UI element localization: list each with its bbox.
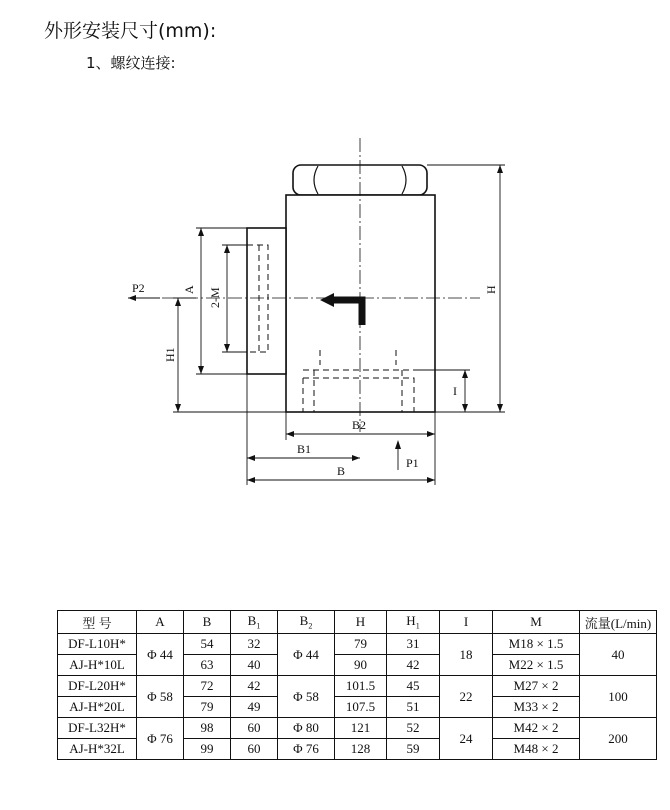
- dimension-table: [57, 610, 657, 760]
- table-cell: Φ 76: [137, 718, 184, 760]
- col-a: A: [137, 611, 184, 634]
- col-b1: $B_1$: [231, 611, 278, 634]
- table-cell: M48 × 2: [493, 739, 580, 760]
- label-h: H: [484, 285, 498, 294]
- table-cell: 100: [580, 676, 657, 718]
- table-cell: M27 × 2: [493, 676, 580, 697]
- table-cell: 54: [184, 634, 231, 655]
- table-cell: 60: [231, 739, 278, 760]
- col-h: H: [335, 611, 387, 634]
- col-flow: 流量(L/min): [580, 611, 657, 634]
- table-cell: 42: [231, 676, 278, 697]
- label-a: A: [182, 285, 196, 294]
- table-cell: 18: [440, 634, 493, 676]
- col-m: M: [493, 611, 580, 634]
- table-cell: 99: [184, 739, 231, 760]
- table-cell: 121: [335, 718, 387, 739]
- table-cell: Φ 58: [137, 676, 184, 718]
- table-cell: 49: [231, 697, 278, 718]
- table-cell: M42 × 2: [493, 718, 580, 739]
- label-i: I: [453, 384, 457, 398]
- table-cell: Φ 80: [278, 718, 335, 739]
- col-i: I: [440, 611, 493, 634]
- table-cell: 101.5: [335, 676, 387, 697]
- table-cell: 51: [387, 697, 440, 718]
- table-cell: 40: [231, 655, 278, 676]
- table-cell: 63: [184, 655, 231, 676]
- table-row: [58, 718, 657, 739]
- table-cell: 45: [387, 676, 440, 697]
- col-h1: $H_1$: [387, 611, 440, 634]
- table-cell: 31: [387, 634, 440, 655]
- table-cell: M18 × 1.5: [493, 634, 580, 655]
- table-cell: 107.5: [335, 697, 387, 718]
- label-b2: B2: [352, 418, 367, 432]
- label-p1: P1: [406, 456, 419, 470]
- table-cell: 90: [335, 655, 387, 676]
- col-b2: $B_2$: [278, 611, 335, 634]
- table-cell: 52: [387, 718, 440, 739]
- label-b: B: [337, 464, 346, 478]
- table-cell: 79: [184, 697, 231, 718]
- table-cell: 59: [387, 739, 440, 760]
- table-header-row: [58, 611, 657, 634]
- label-b1: B1: [297, 442, 312, 456]
- section-heading: 1、螺纹连接:: [86, 54, 176, 72]
- label-p2: P2: [132, 281, 145, 295]
- table-cell: DF-L20H*: [58, 676, 137, 697]
- col-model: 型 号: [58, 611, 137, 634]
- table-cell: 42: [387, 655, 440, 676]
- table-cell: AJ-H*20L: [58, 697, 137, 718]
- table-cell: 72: [184, 676, 231, 697]
- table-cell: DF-L32H*: [58, 718, 137, 739]
- label-h1: H1: [163, 347, 177, 362]
- table-cell: AJ-H*10L: [58, 655, 137, 676]
- table-cell: 128: [335, 739, 387, 760]
- table-cell: DF-L10H*: [58, 634, 137, 655]
- table-row: [58, 676, 657, 697]
- table-cell: M22 × 1.5: [493, 655, 580, 676]
- table-cell: 60: [231, 718, 278, 739]
- table-cell: AJ-H*32L: [58, 739, 137, 760]
- table-cell: 40: [580, 634, 657, 676]
- table-cell: Φ 44: [278, 634, 335, 676]
- table-cell: Φ 44: [137, 634, 184, 676]
- table-cell: 24: [440, 718, 493, 760]
- table-cell: 32: [231, 634, 278, 655]
- col-b: B: [184, 611, 231, 634]
- table-cell: Φ 58: [278, 676, 335, 718]
- table-cell: M33 × 2: [493, 697, 580, 718]
- table-cell: 79: [335, 634, 387, 655]
- page-heading: 外形安装尺寸(mm):: [44, 20, 217, 42]
- table-cell: 98: [184, 718, 231, 739]
- label-2m: 2-M: [208, 287, 222, 308]
- table-row: [58, 634, 657, 655]
- table-cell: 22: [440, 676, 493, 718]
- table-cell: Φ 76: [278, 739, 335, 760]
- table-cell: 200: [580, 718, 657, 760]
